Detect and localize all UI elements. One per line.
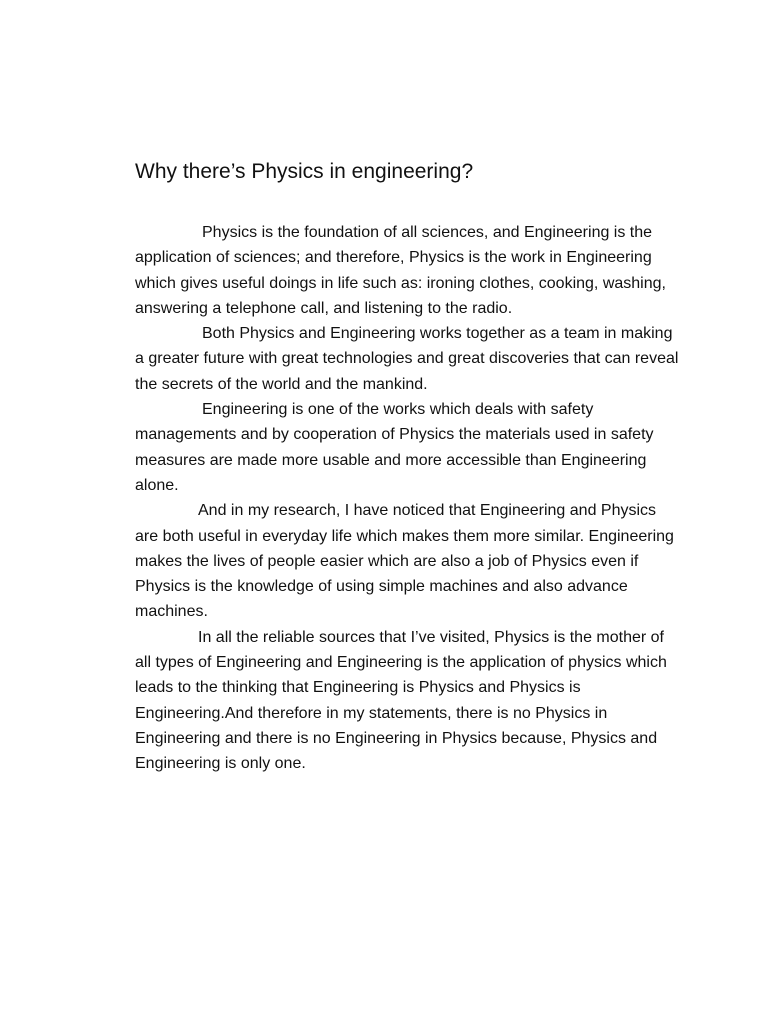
paragraph-1: Physics is the foundation of all sciences, and Engineering is the application of sciences; and therefore, Physics is the work in Engineering which gives useful doings in life such as: ironing clothes, cooking, washing, answering a telephone call, and listening to the radio. xyxy=(135,224,666,317)
paragraph-5: In all the reliable sources that I’ve visited, Physics is the mother of all types of Engineering and Engineering is the application of physics which leads to the thinking that Engineering is Physics and Physics is Engineering.And therefore in my statements, there is no Physics in Engineering and there is no Engineering in Physics because, Physics and Engineering is only one. xyxy=(135,628,667,773)
document-body xyxy=(135,220,680,777)
paragraph-2: Both Physics and Engineering works together as a team in making a greater future with great technologies and great discoveries that can reveal the secrets of the world and the mankind. xyxy=(135,325,679,393)
document-title: Why there’s Physics in engineering? xyxy=(135,160,474,183)
paragraph-3: Engineering is one of the works which deals with safety managements and by cooperation of Physics the materials used in safety measures are made more usable and more accessible than Engineering alone. xyxy=(135,401,654,494)
paragraph-4: And in my research, I have noticed that Engineering and Physics are both useful in everyday life which makes them more similar. Engineering makes the lives of people easier which are also a job of Physics even if Physics is the knowledge of using simple machines and also advance machines. xyxy=(135,502,674,621)
